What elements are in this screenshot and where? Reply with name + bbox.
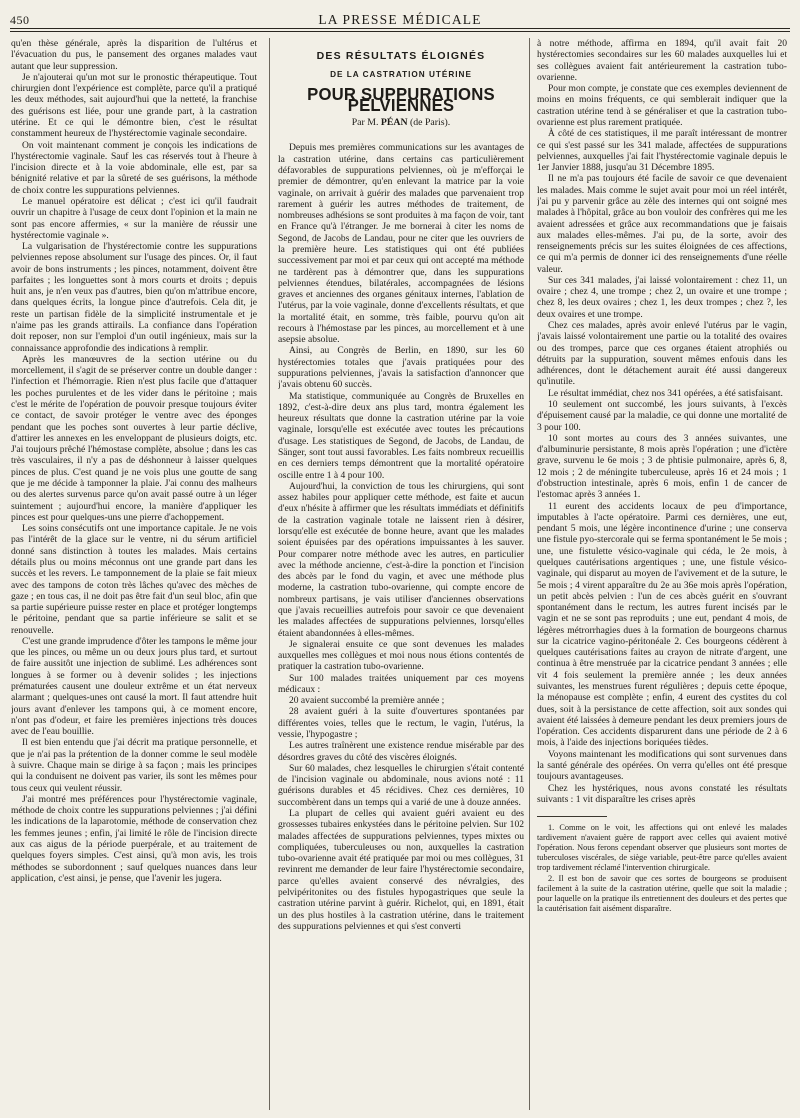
paragraph: À côté de ces statistiques, il me paraît intéressant de montrer ce qui s'est passé sur les 341 malade, affectées de suppurations pelviennes, auxquelles j'ai fait l'hystérectomie vaginale depuis le 1er Janvier 1888, jusqu'au 31 Décembre 1895. <box>537 128 787 174</box>
article-title-block <box>278 51 524 128</box>
page-header <box>10 6 790 29</box>
paragraph: 20 avaient succombé la première année ; <box>289 695 445 707</box>
column-divider <box>529 38 530 1110</box>
paragraph: Il ne m'a pas toujours été facile de savoir ce que devenaient les malades. Mais comme le sujet avait pour moi un réel intérêt, j'ai pu y parvenir grâce au zèle des internes qui ont soigné mes malades à l'hôpital, grâce au bon vouloir des confrères qui me les avaient adressées et grâce aux recommandations que je faisais aux malades elles-mêmes. J'ai pu, de la sorte, avoir des renseignements précis sur les suites éloignées de ces affections, ce qui m'a permis de donner ici des renseignements d'une réelle valeur. <box>537 173 787 275</box>
paragraph: Sur 100 malades traitées uniquement par ces moyens médicaux : <box>278 672 524 695</box>
article-subkicker: DE LA CASTRATION UTÉRINE <box>330 70 472 80</box>
column-divider <box>269 38 270 1110</box>
article-kicker: DES RÉSULTATS ÉLOIGNÉS <box>316 50 486 62</box>
column-right <box>537 38 787 1112</box>
paragraph: Les autres traînèrent une existence rendue misérable par des désordres graves du côté des viscères éloignés. <box>278 740 524 763</box>
paragraph: La vulgarisation de l'hystérectomie contre les suppurations pelviennes repose absolument sur l'usage des pinces. Or, il faut avoir de bons instruments ; les pinces, notamment, doivent être parfaites ; les longuettes sont à mors courts et droits ; depuis huit ans, je n'en veux pas d'autres, bien qu'on m'attribue encore, dans quelques écrits, la longue pince d'autrefois. Cela dit, je reste un partisan fidèle de la simplicité instrumentale et je n'aime pas les grands attirails. La confiance dans l'opération doit reposer, non sur l'emploi d'un outil ingénieux, mais sur la connaissance approfondie des indications à remplir. <box>11 241 257 354</box>
paragraph: Sur 60 malades, chez lesquelles le chirurgien s'était contenté de l'incision vaginale ou abdominale, nous avions noté : 11 guérisons durables et 45 récidives. Chez ces dernières, 10 succombèrent dans un temps qui a varié de une à douze années. <box>278 762 524 808</box>
paragraph: à notre méthode, affirma en 1894, qu'il avait fait 20 hystérectomies secondaires sur les 60 malades auxquelles lui et ses collègues avaient fait antérieurement la castration tubo-ovarienne. <box>537 38 787 83</box>
paragraph: La plupart de celles qui avaient guéri avaient eu des grossesses tubaires enkystées dans le péritoine pelvien. Sur 102 malades affectées de suppurations pelviennes, types mixtes ou compliquées, tuberculeuses ou non, auxquelles la castration tubo-ovarienne avait été pratiquée par moi ou mes collègues, 31 revinrent me demander de leur faire l'hystérectomie secondaire, parce qu'elles avaient conservé des névralgies, des pelvipéritonites ou des fistules hypogastriques que seule la castration utérine parvint à guérir. Richelot, qui, en 1891, était un des plus hostiles à la castration utérine, dans le traitement des suppurations pelviennes et qui s'est converti <box>278 808 524 932</box>
paragraph: Chez les hystériques, nous avons constaté les résultats suivants : 1 vit disparaître les crises après <box>537 782 787 805</box>
paragraph: Sur ces 341 malades, j'ai laissé volontairement : chez 11, un ovaire ; chez 4, une trompe ; chez 2, un ovaire et une trompe ; chez 8, les deux ovaires ; chez 1, les deux trompes ; chez ?, les deux ovaires et une trompe. <box>537 274 787 320</box>
paragraph: Je n'ajouterai qu'un mot sur le pronostic thérapeutique. Tout chirurgien dont l'expérience est complète, parce qu'il a pratiqué les deux méthodes, sait aujourd'hui que la netteté, la franchise des guérisons est liée, pour une grande part, à la castration utérine. Et ce qui le démontre bien, c'est le résultat constamment heureux de l'hystérectomie vaginale secondaire. <box>11 71 257 140</box>
paragraph: Pour mon compte, je constate que ces exemples deviennent de moins en moins fréquents, ce qui semblerait indiquer que la castration utérine tend à se généraliser et que la castration tubo-ovarienne est plus rarement pratiquée. <box>537 83 787 128</box>
paragraph: 10 sont mortes au cours des 3 années suivantes, une d'albuminurie persistante, 8 mois après l'opération ; une d'ictère grave, survenu le 6e mois ; 3 de phtisie pulmonaire, après 6, 8, 12 mois ; 2 de méningite tuberculeuse, après 16 et 24 mois ; 1 d'obstruction intestinale, après 6 mois, enfin 1 de cancer de l'estomac après 3 années 1. <box>537 432 787 501</box>
article-title: POUR SUPPURATIONS PELVIENNES <box>307 83 495 115</box>
footnote-divider <box>537 816 607 817</box>
byline-author: PÉAN <box>380 117 408 129</box>
paragraph: Je signalerai ensuite ce que sont devenues les malades auxquelles mes collègues et moi nous nous étions contentés de pratiquer la castration tubo-ovarienne. <box>278 638 524 673</box>
byline <box>278 117 524 128</box>
paragraph: J'ai montré mes préférences pour l'hystérectomie vaginale, méthode de choix contre les suppurations pelviennes ; j'ai défini les indications de la laparotomie, méthode de conservation chez les femmes jeunes ; enfin, j'ai limité le rôle de l'incision directe aux cas aigus de la période puerpérale, et au traitement de quelques foyers simples. C'est ainsi, qu'à mon avis, les trois méthodes se subordonnent ; sauf quelques nuances dans leur application, c'est ainsi, je pense, que l'avenir les jugera. <box>11 793 257 884</box>
paragraph: Le manuel opératoire est délicat ; c'est ici qu'il faudrait ouvrir un chapitre à l'usage de ceux dont l'opinion et la main ne sont pas encore affermies, « sur la manière de réussir une hystérectomie vaginale ». <box>11 195 257 241</box>
paragraph: Après les manœuvres de la section utérine ou du morcellement, il s'agit de se préserver contre un double danger : l'infection et l'hémorragie. Rien n'est plus facile que d'attaquer les poches purulentes et de les vider dans le péritoine ; mais c'est le mérite de l'opération de pouvoir presque toujours éviter ce contact, de savoir protéger le ventre avec des éponges pendant que les poches sont ouvertes à leur partie déclive, d'attirer les annexes en les enveloppant de plusieurs doigts, etc. J'ai toujours prêché l'hémostase complète, absolue ; dans les cas très vasculaires, il n'y a pas de déshonneur à laisser quelques pinces de plus. C'est quand je ne vois plus une goutte de sang que je me décide à tamponner la plaie. J'ai connu des malheurs ou des alertes survenus parce qu'on avait passé outre à un léger suintement ; aujourd'hui encore, la manière d'appliquer les pinces est pour quelques-uns une pierre d'achoppement. <box>11 353 257 523</box>
paragraph: qu'en thèse générale, après la disparition de l'ultérus et l'évacuation du pus, le pansement des organes malades vaut autant que leur suppression. <box>11 38 257 72</box>
paragraph: 10 seulement ont succombé, les jours suivants, à l'excès d'épuisement causé par la maladie, ce qui donne une mortalité de 3 pour 100. <box>537 399 787 433</box>
paragraph: C'est une grande imprudence d'ôter les tampons le même jour que les pinces, ou même un ou deux jours plus tard, et surtout de faire aussitôt une injection de sublimé. Les adhérences sont longues à se former ou à devenir solides ; les injections prématurées causent une douleur extrême et un état nerveux alarmant ; quelques-unes ont causé la mort. Il faut attendre huit jours avant d'enlever les tampons qui, à ce moment encore, n'ont pas d'odeur, et faire les premières injections très douces avec de l'eau bouillie. <box>11 635 257 738</box>
paragraph: Il est bien entendu que j'ai décrit ma pratique personnelle, et que je n'ai pas la prétention de la donner comme le seul modèle à suivre. Chaque main se dirige à sa façon ; mais les principes qui la conduisent ne doivent pas varier, ils sont les mêmes pour tous ceux qui veulent réussir. <box>11 737 257 794</box>
paragraph: Les soins consécutifs ont une importance capitale. Je ne vois pas l'intérêt de la glace sur le ventre, ni du sérum artificiel donné sans distinction à toutes les malades. Mais certains détails plus ou moins méconnus ont une grande part dans les succès et les revers. Le tamponnement de la plaie se fait mieux avec des tampons de coton très lâches qu'avec des mèches de gaze ; en tous cas, il ne doit pas être fait d'un seul bloc, afin que sa partie supérieure puisse rester en place et protéger longtemps le péritoine, pendant que sa partie inférieure se salit et se renouvelle. <box>11 523 257 636</box>
running-head: LA PRESSE MÉDICALE <box>318 12 482 27</box>
footnote: 2. Il est bon de savoir que ces sortes de bourgeons se produisent facilement à la suite de la castration utérine, quelle que soit la maladie ; pour laquelle on la pratique ils entretiennent des douleurs et des pertes que la cautérisation fait aisément disparaître. <box>537 874 787 914</box>
column-middle <box>278 38 524 1112</box>
footnote: 1. Comme on le voit, les affections qui ont enlevé les malades tardivement n'avaient guère de rapport avec celles qui avaient motivé l'opération. Nous ferons cependant observer que plusieurs sont mortes de tuberculoses viscérales, de siège variable, peut-être parce qu'elles avaient trop tardivement réclamé l'intervention chirurgicale. <box>537 823 787 873</box>
byline-suffix: (de Paris). <box>407 117 451 129</box>
paragraph: Chez ces malades, après avoir enlevé l'utérus par le vagin, j'avais laissé volontairement une partie ou la totalité des ovaires ou des trompes, parce que ces organes étaient atrophiés ou détruits par la suppuration, souvent mêmes enfouis dans les adhérences, dont le détachement aurait été aussi dangereux qu'inutile. <box>537 320 787 388</box>
paragraph: On voit maintenant comment je conçois les indications de l'hystérectomie vaginale. Sauf les cas réservés tout à l'heure à l'incision directe et à la voie abdominale, elle est, par sa bénignité relative et par la sûreté de ses guérisons, la méthode de choix contre les suppurations pelviennes. <box>11 139 257 196</box>
header-rule <box>10 31 790 32</box>
column-left <box>11 38 257 1112</box>
byline-prefix: Par M. <box>351 117 381 129</box>
paragraph: 11 eurent des accidents locaux de peu d'importance, imputables à l'acte opératoire. Parmi ces dernières, une eut, pendant 5 mois, une légère incontinence d'urine ; une conserva une fistule pyo-stercorale qui se ferma spontanément le 5e mois ; une, une fistulette vésico-vaginale qui céda, le 2e mois, à quelques cautérisations argentiques ; une, une fistule vésico-vaginale, qui disparut au moyen de l'avivement et de la suture, le 5e mois ; 4 virent apparaître du 2e au 36e mois après l'opération, un petit abcès pelvien : l'un de ces abcès guérit en s'ouvrant spontanément dans le rectum, les autres furent incisés par le vagin et ne se sont pas reproduits ; une eut, pendant 4 mois, de légères métrorrhagies dues à la formation de bourgeons charnus sur la cicatrice vagino-péritonéale 2. Ces bourgeons cédèrent à quelques cautérisations faites au crayon de nitrate d'argent, une continua à être menstruée par la cicatrice pendant 3 années ; elle vit 4 fois seulement la première année ; les deux années suivantes, les menstrues furent régulières ; depuis cette époque, la ménopause est complète ; enfin, 4 eurent des cystites du col dues, soit à la persistance de cette affection, soit aux sondes qui avaient été laissées à demeure pendant les deux premiers jours de l'opération. Ces accidents disparurent dans une période de 2 à 6 mois, à l'aide des injections boriquées tièdes. <box>537 500 787 749</box>
paragraph: 28 avaient guéri à la suite d'ouvertures spontanées par différentes voies, telles que le rectum, le vagin, l'utérus, la vessie, l'hypogastre ; <box>278 706 524 741</box>
paragraph: Aujourd'hui, la conviction de tous les chirurgiens, qui sont assez habiles pour appliquer cette méthode, est faite et aucun d'eux n'hésite à affirmer que les résultats immédiats et définitifs de la castration vaginale totale ne laissent rien à désirer, lorsqu'elle est exécutée de bonne heure, avant que les malades soient épuisées par des opérations impuissantes à les sauver. Pour comparer notre méthode avec les autres, en particulier avec la méthode ancienne, c'est-à-dire la ponction et l'incision des abcès par le fond du vagin, et avec une méthode plus moderne, la castration tubo-ovarienne, qui compte encore de nombreux partisans, je vais utiliser d'anciennes observations que j'avais recueillies autrefois pour savoir ce que devenaient les malades affectées de suppurations pelviennes, lorsqu'elles étaient abandonnées à elles-mêmes. <box>278 480 524 639</box>
paragraph: Ainsi, au Congrès de Berlin, en 1890, sur les 60 hystérectomies totales que j'avais pratiquées pour des suppurations pelviennes, j'avais la satisfaction d'annoncer que j'avais obtenu 60 succès. <box>278 345 524 391</box>
page-number: 450 <box>10 13 30 27</box>
paragraph: Depuis mes premières communications sur les avantages de la castration utérine, dans certains cas particulièrement défavorables de suppurations pelviennes, où je m'efforçai le premier de démontrer, qu'en enlevant la matrice par la voie vaginale, on arrivait à guérir des malades que parvenaient trop rarement à guérir les autres méthodes de traitement, de nombreuses adhésions se sont produites à ma façon de voir, tant en France qu'à l'étranger. Je me bornerai à citer les noms de Segond, de Jacobs de Landau, pour ne citer que les ouvriers de la première heure. Les statistiques qui ont été publiées successivement par moi et par ceux qui ont accepté ma méthode ne tardèrent pas à démontrer que, dans les suppurations pelviennes étendues, bilatérales, accompagnées de lésions graves et anciennes des organes génitaux internes, l'ablation de l'utérus, par la voie vaginale, donne d'excellents résultats, et que la mortalité était, en somme, très faible, pourvu qu'on ait recours à l'hémostase par les pinces, au morcellement et à une asepsie absolue. <box>278 142 524 346</box>
paragraph: Voyons maintenant les modifications qui sont survenues dans la santé générale des opérées. On verra qu'elles ont été presque toujours avantageuses. <box>537 748 787 783</box>
paragraph: Le résultat immédiat, chez nos 341 opérées, a été satisfaisant. <box>548 387 783 399</box>
paragraph: Ma statistique, communiquée au Congrès de Bruxelles en 1892, c'est-à-dire deux ans plus tard, montra également les heureux résultats que donne la castration utérine par la voie vaginale, lorsqu'elle est exécutée avec toutes les précautions d'usage. Les statistiques de Segond, de Jacobs, de Landau, de Sänger, sont tout aussi favorables. Les faits nombreux recueillis en ces derniers temps démontrent que la mortalité opératoire oscille entre 1 à 4 pour 100. <box>278 390 524 481</box>
